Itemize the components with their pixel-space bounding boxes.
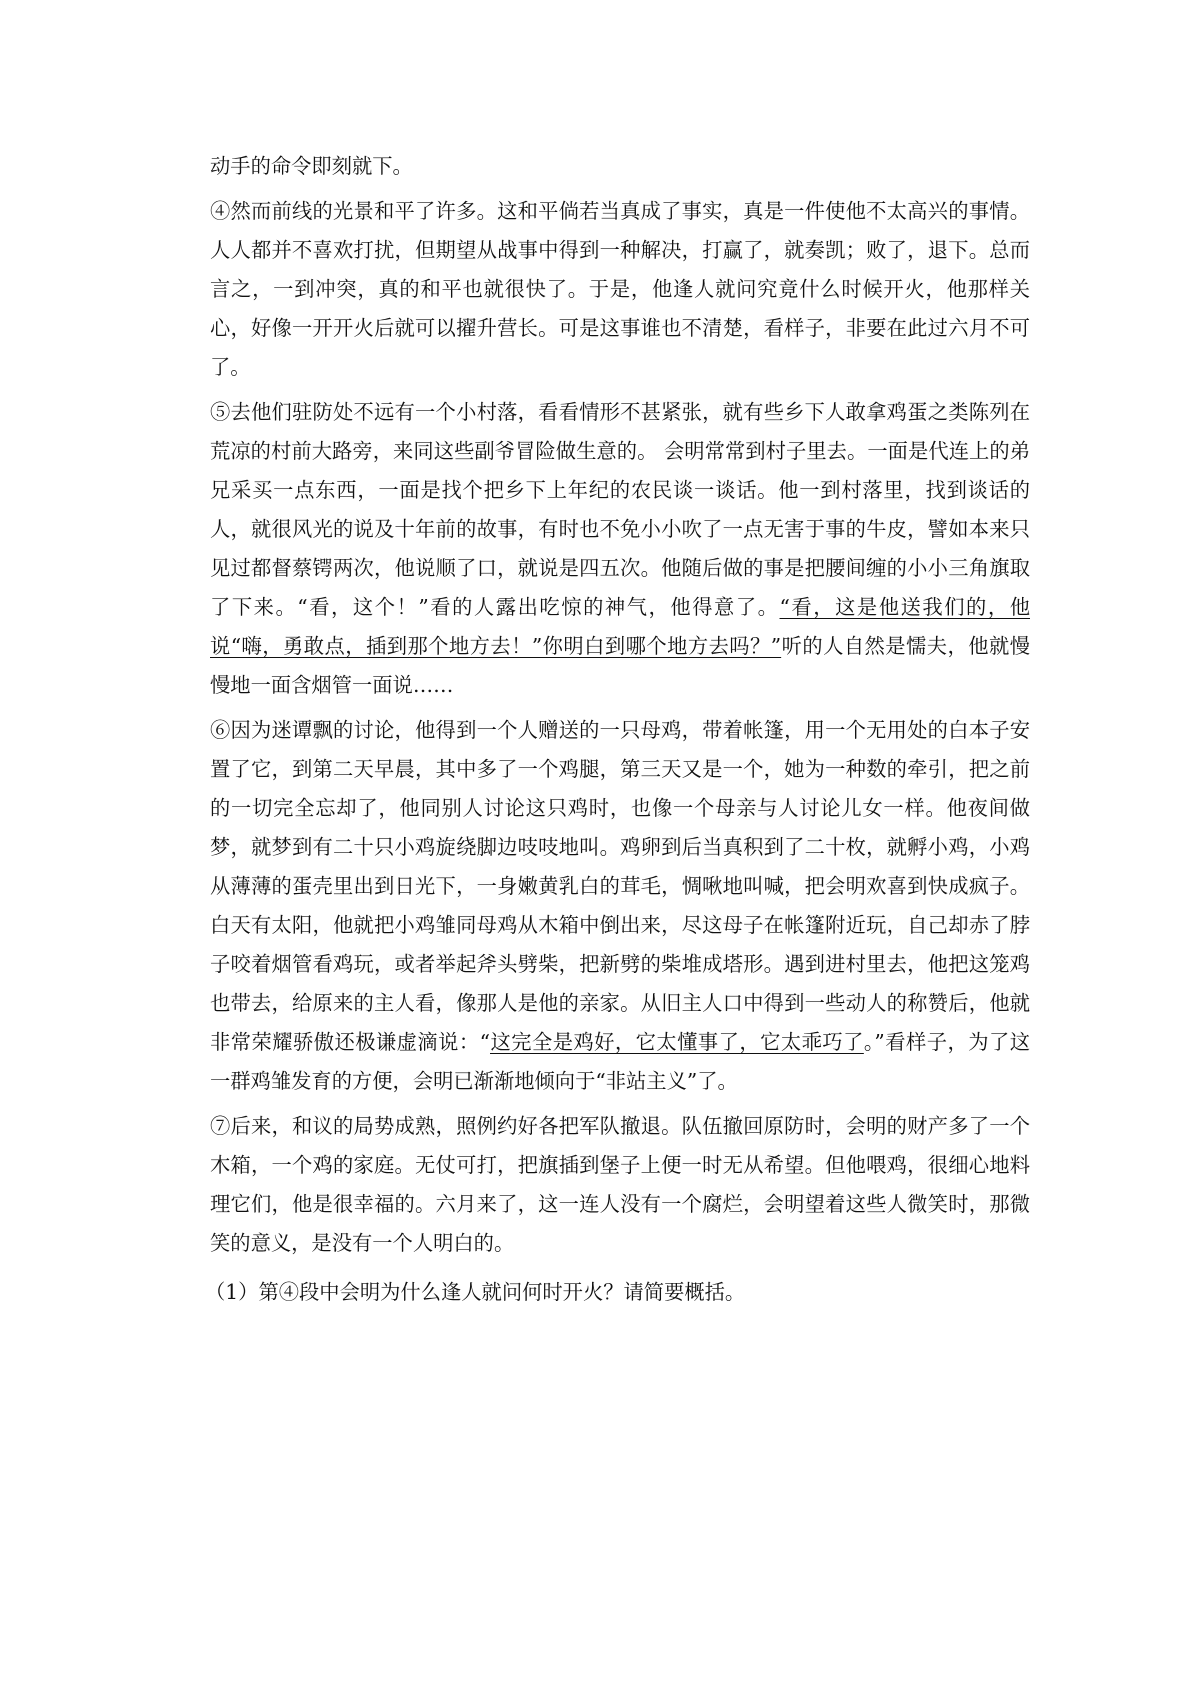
paragraph-6-text-b: 。”看样子，为了这一群鸡雏发育的方便，会明已渐渐地倾向于“非站主义”了。 xyxy=(210,1030,1030,1093)
document-body xyxy=(205,147,1030,1318)
paragraph-5-text-b: 听的人自然是懦夫，他就慢慢地一面含烟管一面说…… xyxy=(210,634,1030,697)
paragraph-4: ④然而前线的光景和平了许多。这和平倘若当真成了事实，真是一件使他不太高兴的事情。人人都并不喜欢打扰，但期望从战事中得到一种解决，打赢了，就奏凯；败了，退下。总而言之，一到冲突，真的和平也就很快了。于是，他逢人就问究竟什么时候开火，他那样关心，好像一开开火后就可以擢升营长。可是这事谁也不清楚，看样子，非要在此过六月不可了。 xyxy=(210,199,1030,379)
question-1: （1）第④段中会明为什么逢人就问何时开火？请简要概括。 xyxy=(205,1280,746,1304)
paragraph-continuation: 动手的命令即刻就下。 xyxy=(210,154,413,178)
paragraph-5 xyxy=(210,393,1030,705)
underlined-quote-1: “看，这是他送我们的，他说“嗨，勇敢点，插到那个地方去！”你明白到哪个地方去吗？” xyxy=(210,595,1030,658)
paragraph-6 xyxy=(210,711,1030,1101)
underlined-quote-2: 这完全是鸡好，它太懂事了，它太乖巧了 xyxy=(490,1030,864,1054)
paragraph-5-text-a: ⑤去他们驻防处不远有一个小村落，看看情形不甚紧张，就有些乡下人敢拿鸡蛋之类陈列在荒凉的村前大路旁，来同这些副爷冒险做生意的。 会明常常到村子里去。一面是代连上的弟兄采买一点东西，一面是找个把乡下上年纪的农民谈一谈话。他一到村落里，找到谈话的人，就很风光的说及十年前的故事，有时也不免小小吹了一点无害于事的牛皮，譬如本来只见过都督蔡锷两次，他说顺了口，就说是四五次。他随后做的事是把腰间缠的小小三角旗取了下来。“看，这个！”看的人露出吃惊的神气，他得意了。 xyxy=(210,400,1030,619)
paragraph-7: ⑦后来，和议的局势成熟，照例约好各把军队撤退。队伍撤回原防时，会明的财产多了一个木箱，一个鸡的家庭。无仗可打，把旗插到堡子上便一时无从希望。但他喂鸡，很细心地料理它们，他是很幸福的。六月来了，这一连人没有一个腐烂，会明望着这些人微笑时，那微笑的意义，是没有一个人明白的。 xyxy=(210,1114,1030,1255)
paragraph-6-text-a: ⑥因为迷谭飘的讨论，他得到一个人赠送的一只母鸡，带着帐篷，用一个无用处的白本子安置了它，到第二天早晨，其中多了一个鸡腿，第三天又是一个，她为一种数的牵引，把之前的一切完全忘却了，他同别人讨论这只鸡时，也像一个母亲与人讨论儿女一样。他夜间做梦，就梦到有二十只小鸡旋绕脚边吱吱地叫。鸡卵到后当真积到了二十枚，就孵小鸡，小鸡从薄薄的蛋壳里出到日光下，一身嫩黄乳白的茸毛，惆啾地叫喊，把会明欢喜到快成疯子。白天有太阳，他就把小鸡雏同母鸡从木箱中倒出来，尽这母子在帐篷附近玩，自己却赤了脖子咬着烟管看鸡玩，或者举起斧头劈柴，把新劈的柴堆成塔形。遇到进村里去，他把这笼鸡也带去，给原来的主人看，像那人是他的亲家。从旧主人口中得到一些动人的称赞后，他就非常荣耀骄傲还极谦虚滴说：“ xyxy=(210,718,1030,1054)
